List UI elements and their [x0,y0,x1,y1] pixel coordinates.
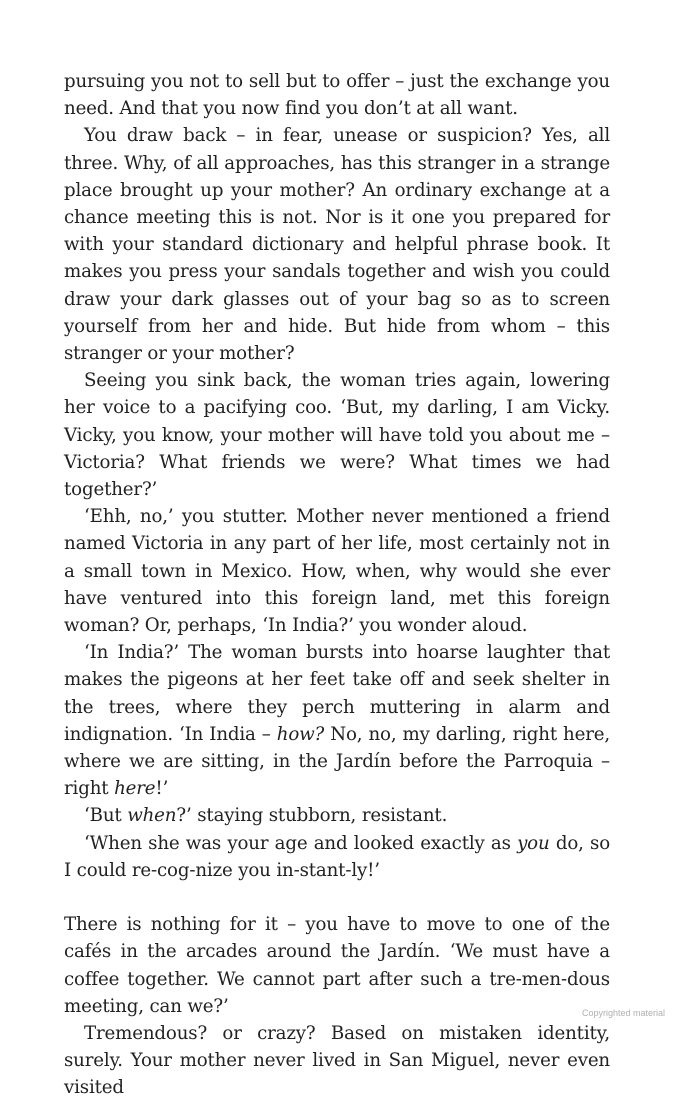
emphasis: here [114,778,156,800]
paragraph: Seeing you sink back, the woman tries again, lowering her voice to a pacifying coo. ‘But, my darling, I am Vicky. Vicky, you know, your mother will have told you about me – Victoria? What friends we were? What times we had together?’ [64,370,610,501]
section-break [64,884,610,911]
paragraph [64,802,610,829]
text-run: ‘In India?’ The woman bursts into hoarse laughter that makes the pigeons at her feet take off and seek shelter in the trees, where they perch muttering in alarm and indignation. ‘In India – [64,642,610,745]
paragraph [64,639,610,802]
text-run: do, so I could re-cog-nize you in-stant-ly!’ [64,832,610,881]
emphasis: when [127,805,177,827]
paragraph: There is nothing for it – you have to move to one of the cafés in the arcades around the Jardín. ‘We must have a coffee together. We cannot part after such a tre-men-dous meeting, can we?’ [64,914,610,1017]
paragraph: pursuing you not to sell but to offer – just the exchange you need. And that you now find you don’t at all want. [64,71,610,120]
paragraph: Tremendous? or crazy? Based on mistaken identity, surely. Your mother never lived in San Miguel, never even visited [64,1022,610,1099]
paragraph: You draw back – in fear, unease or suspicion? Yes, all three. Why, of all approaches, has this stranger in a strange place brought up your mother? An ordinary exchange at a chance meeting this is not. Nor is it one you prepared for with your standard dictionary and helpful phrase book. It makes you press your sandals together and wish you could draw your dark glasses out of your bag so as to screen yourself from her and hide. But hide from whom – this stranger or your mother? [64,125,610,365]
text-run: !’ [155,778,169,800]
emphasis: how? [276,723,325,745]
book-page [64,68,610,1102]
paragraph: ‘Ehh, no,’ you stutter. Mother never mentioned a friend named Victoria in any part of her life, most certainly not in a small town in Mexico. How, when, why would she ever have ventured into this foreign land, met this foreign woman? Or, perhaps, ‘In India?’ you wonder aloud. [64,506,610,637]
text-run: No, no, my darling, right here, where we are sitting, in the Jardín before the Parroquia – right [64,723,611,800]
text-run: ‘When she was your age and looked exactly as [84,832,518,854]
text-run: ?’ staying stubborn, resistant. [176,805,448,827]
emphasis: you [517,832,550,854]
text-run: ‘But [84,805,128,827]
copyright-notice: Copyrighted material [581,1008,665,1018]
paragraph [64,830,610,884]
